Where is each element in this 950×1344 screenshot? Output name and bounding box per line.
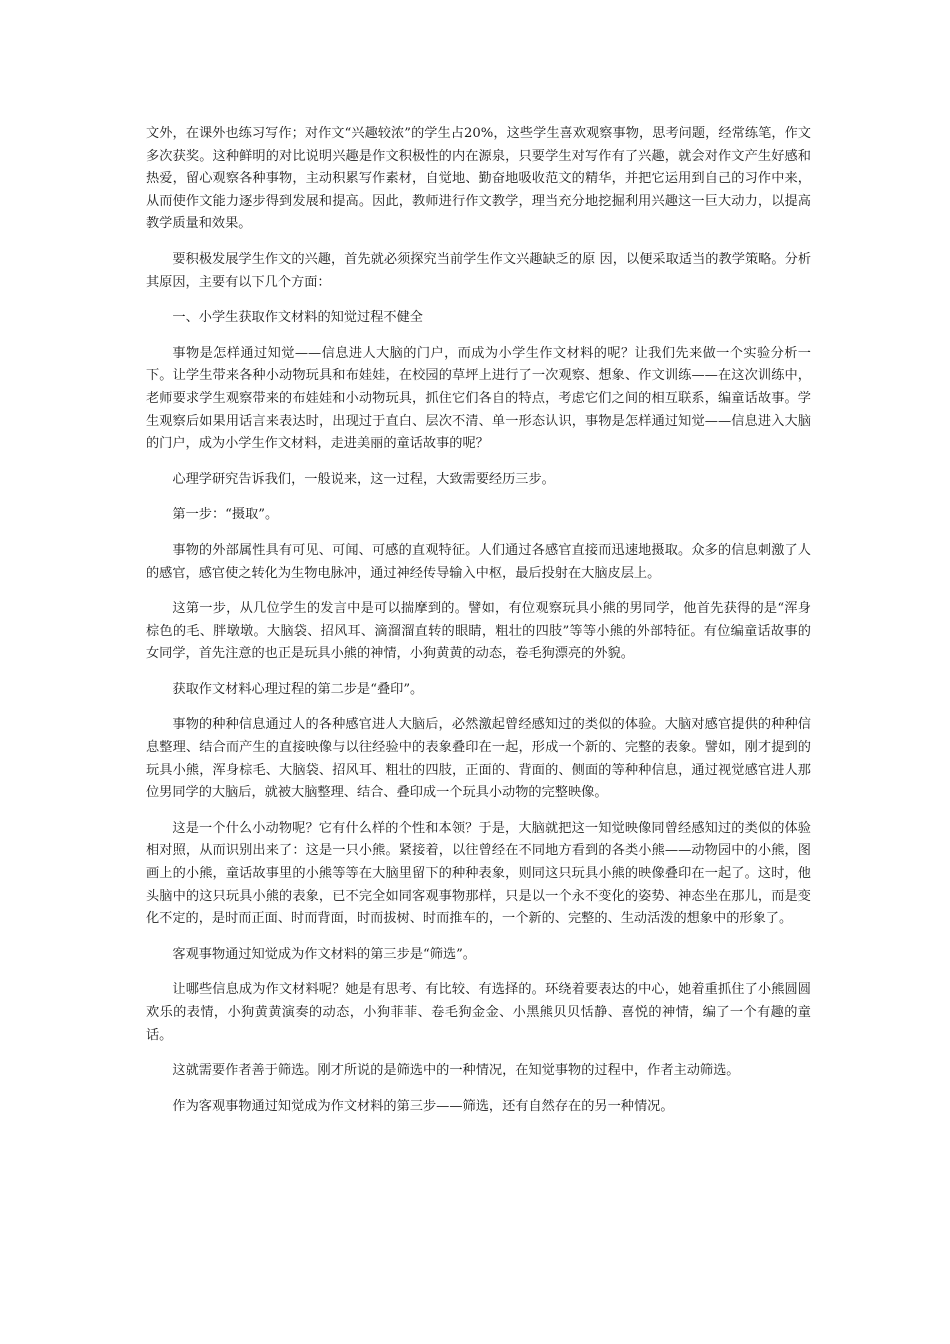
paragraph-natural-selection: 作为客观事物通过知觉成为作文材料的第三步——筛选，还有自然存在的另一种情况。 (172, 1098, 674, 1114)
step-three-heading: 客观事物通过知觉成为作文材料的第三步是“筛选”。 (172, 946, 476, 962)
paragraph-active-selection: 这就需要作者善于筛选。刚才所说的是筛选中的一种情况，在知觉事物的过程中，作者主动筛选。 (172, 1063, 740, 1079)
section-heading-1: 一、小学生获取作文材料的知觉过程不健全 (172, 310, 423, 326)
paragraph-three-steps: 心理学研究告诉我们，一般说来，这一过程，大致需要经历三步。 (172, 471, 555, 487)
step-two-heading: 获取作文材料心理过程的第二步是“叠印”。 (172, 681, 424, 697)
paragraph-step-two-example: 这是一个什么小动物呢？它有什么样的个性和本领？于是，大脑就把这一知觉映像同曾经感知过的类似的体验相对照，从而识别出来了：这是一只小熊。紧接着，以往曾经在不同地方看到的各类小熊——动物园中的小熊，图画上的小熊，童话故事里的小熊等等在大脑里留下的种种表象，则同这只玩具小熊的映像叠印在一起了。这时，他头脑中的这只玩具小熊的表象，已不完全如同客观事物那样，只是以一个永不变化的姿势、神态坐在那儿，而是变化不定的，是时而正面、时而背面，时而拔树、时而推车的，一个新的、完整的、生动活泼的想象中的形象了。 (146, 820, 811, 927)
paragraph-step-one-example: 这第一步，从几位学生的发言中是可以揣摩到的。譬如，有位观察玩具小熊的男同学，他首先获得的是“浑身棕色的毛、胖墩墩。大脑袋、招风耳、滴溜溜直转的眼睛，粗壮的四肢”等等小熊的外部特征。有位编童话故事的女同学，首先注意的也正是玩具小熊的神情，小狗黄黄的动态，卷毛狗漂亮的外貌。 (146, 601, 811, 662)
step-one-heading: 第一步：“摄取”。 (172, 507, 279, 523)
paragraph-intro-continuation: 文外，在课外也练习写作；对作文“兴趣较浓”的学生占20%，这些学生喜欢观察事物，思考问题，经常练笔，作文多次获奖。这种鲜明的对比说明兴趣是作文积极性的内在源泉，只要学生对写作有了兴趣，就会对作文产生好感和热爱，留心观察各种事物，主动积累写作素材，自觉地、勤奋地吸收范文的精华，并把它运用到自己的习作中来，从而使作文能力逐步得到发展和提高。因此，教师进行作文教学，理当充分地挖掘利用兴趣这一巨大动力，以提高教学质量和效果。 (146, 126, 811, 232)
paragraph-causes-intro: 要积极发展学生作文的兴趣，首先就必须探究当前学生作文兴趣缺乏的原 因，以便采取适当的教学策略。分析其原因，主要有以下几个方面： (146, 251, 812, 290)
document-page (146, 123, 811, 1131)
paragraph-step-one: 事物的外部属性具有可见、可闻、可感的直观特征。人们通过各感官直接而迅速地摄取。众多的信息刺激了人的感官，感官使之转化为生物电脉冲，通过神经传导输入中枢，最后投射在大脑皮层上。 (146, 542, 811, 581)
paragraph-step-three: 让哪些信息成为作文材料呢？她是有思考、有比较、有选择的。环绕着要表达的中心，她着重抓住了小熊圆圆欢乐的表情，小狗黄黄演奏的动态，小狗菲菲、卷毛狗金金、小黑熊贝贝恬静、喜悦的神情，编了一个有趣的童话。 (146, 982, 811, 1043)
paragraph-step-two: 事物的种种信息通过人的各种感官进人大脑后，必然激起曾经感知过的类似的体验。大脑对感官提供的种种信息整理、结合而产生的直接映像与以往经验中的表象叠印在一起，形成一个新的、完整的表象。譬如，刚才提到的玩具小熊，浑身棕毛、大脑袋、招风耳、粗壮的四肢，正面的、背面的、侧面的等种种信息，通过视觉感官进人那位男同学的大脑后，就被大脑整理、结合、叠印成一个玩具小动物的完整映像。 (146, 717, 811, 801)
paragraph-experiment: 事物是怎样通过知觉——信息进人大脑的门户，而成为小学生作文材料的呢？让我们先来做一个实验分析一下。让学生带来各种小动物玩具和布娃娃，在校园的草坪上进行了一次观察、想象、作文训练——在这次训练中，老师要求学生观察带来的布娃娃和小动物玩具，抓住它们各自的特点，考虑它们之间的相互联系，编童话故事。学生观察后如果用话言来表达时，出现过于直白、层次不清、单一形态认识，事物是怎样通过知觉——信息进入大脑的门户，成为小学生作文材料，走进美丽的童话故事的呢？ (146, 345, 811, 452)
